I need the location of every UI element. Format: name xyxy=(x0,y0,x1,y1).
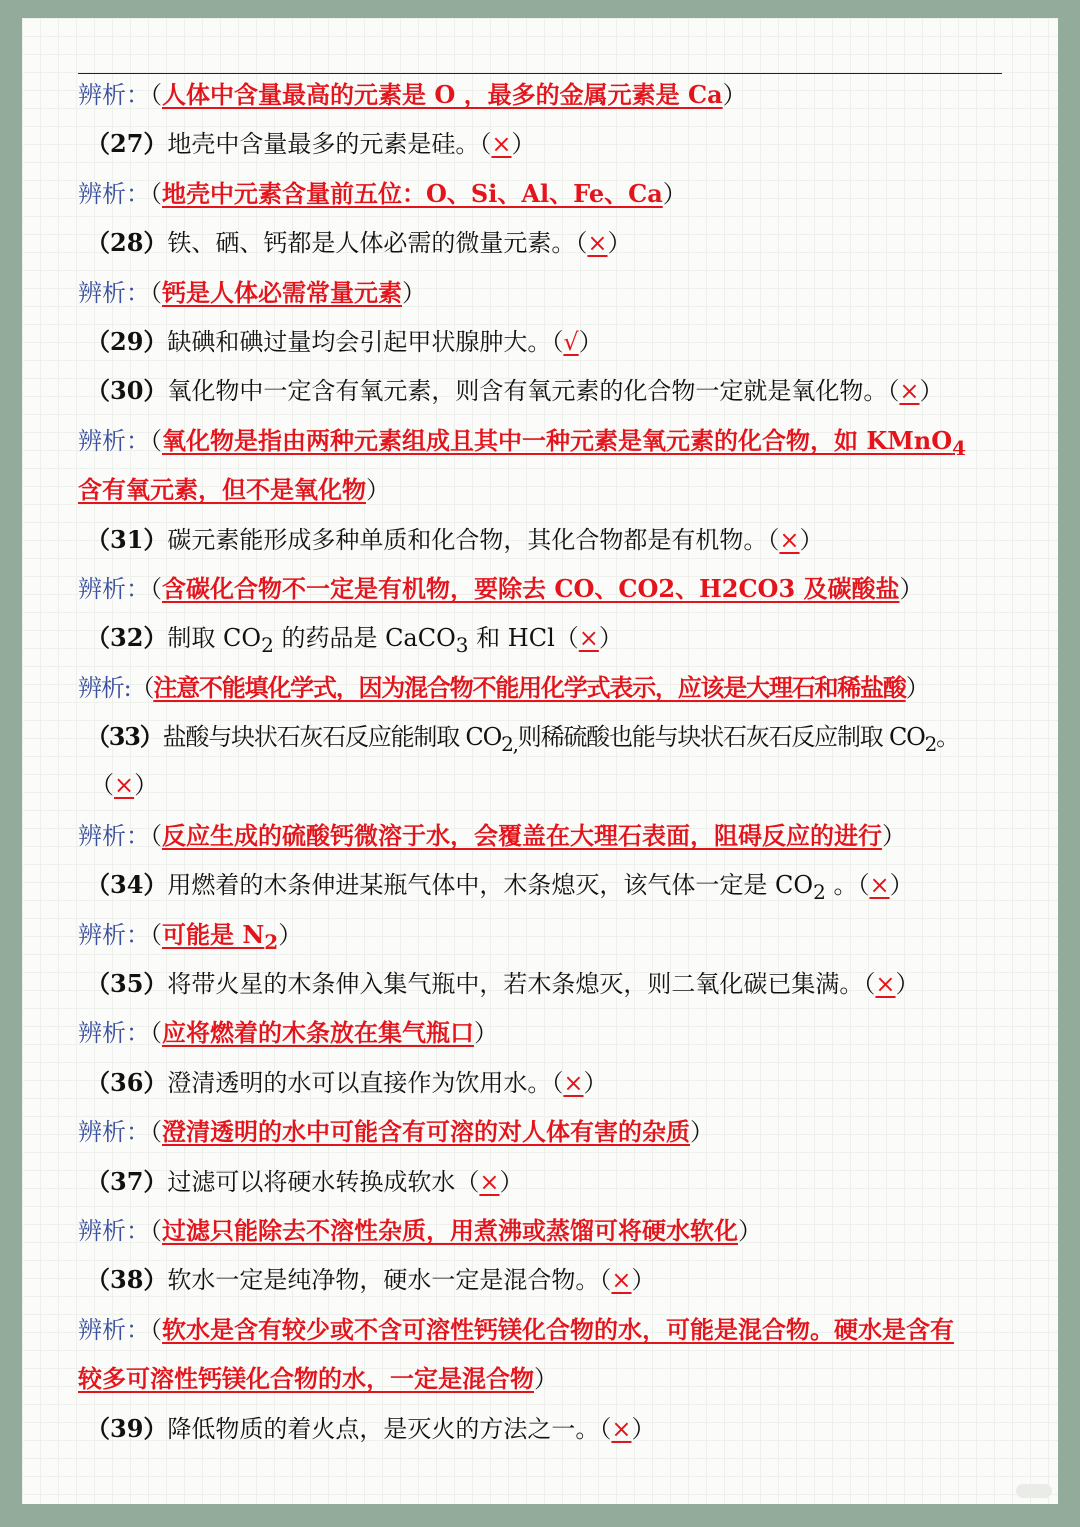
qa-list xyxy=(78,70,1008,1453)
question-number: （38） xyxy=(86,1265,168,1295)
question-number: （28） xyxy=(86,228,168,258)
question-line xyxy=(78,1255,1008,1304)
analysis-label: 辨析: xyxy=(78,673,131,702)
question-number: （31） xyxy=(86,524,168,554)
analysis-line xyxy=(78,564,1008,613)
question-text: 氧化物中一定含有氧元素，则含有氧元素的化合物一定就是氧化物。（ xyxy=(167,377,900,406)
close-paren: ） xyxy=(402,278,426,307)
close-paren: ） xyxy=(366,476,390,505)
analysis-text-run: 软水是含有较少或不含可溶性钙镁化合物的水，可能是混合物。硬水是含有 xyxy=(162,1314,954,1344)
answer-mark: × xyxy=(114,771,135,800)
analysis-line-cont xyxy=(78,1354,1008,1403)
question-number: （39） xyxy=(86,1413,168,1443)
question-text: 降低物质的着火点，是灭火的方法之一。（ xyxy=(167,1414,612,1443)
subscript: 2 xyxy=(264,929,279,954)
subscript: 4 xyxy=(952,435,967,460)
question-line xyxy=(78,366,1008,415)
analysis-text: 较多可溶性钙镁化合物的水，一定是混合物 xyxy=(78,1364,534,1394)
close-paren: ） xyxy=(799,525,824,554)
analysis-text-run: 应将燃着的木条放在集气瓶口 xyxy=(162,1018,474,1048)
open-paren: （ xyxy=(150,1315,162,1344)
analysis-text-run: 澄清透明的水中可能含有可溶的对人体有害的杂质 xyxy=(162,1117,690,1147)
open-paren: （ xyxy=(150,821,162,850)
open-paren: （ xyxy=(150,920,162,949)
analysis-text: 含有氧元素，但不是氧化物 xyxy=(78,475,366,505)
question-text: 用燃着的木条伸进某瓶气体中，木条熄灭，该气体一定是 CO xyxy=(167,871,814,900)
question-number: （34） xyxy=(86,870,168,900)
answer-mark: × xyxy=(611,1266,632,1295)
analysis-line-cont xyxy=(78,465,1008,514)
open-paren: （ xyxy=(90,771,114,800)
analysis-label: 辨析： xyxy=(78,920,150,949)
analysis-label: 辨析： xyxy=(78,821,150,850)
answer-mark: × xyxy=(587,229,608,258)
analysis-line xyxy=(78,416,1008,465)
question-line xyxy=(78,1404,1008,1453)
analysis-text-run: 反应生成的硫酸钙微溶于水，会覆盖在大理石表面，阻碍反应的进行 xyxy=(162,820,882,850)
close-paren: ） xyxy=(534,1365,558,1394)
open-paren: （ xyxy=(150,1118,162,1147)
question-line xyxy=(78,1058,1008,1107)
close-paren: ） xyxy=(578,327,603,356)
close-paren: ） xyxy=(583,1068,608,1097)
analysis-line xyxy=(78,663,1008,712)
question-line xyxy=(78,613,1008,662)
close-paren: ） xyxy=(899,574,924,603)
question-number: （32） xyxy=(86,623,168,653)
question-text: 制取 CO xyxy=(167,624,262,653)
analysis-text-run: 氧化物是指由两种元素组成且其中一种元素是氧元素的化合物，如 KMnO xyxy=(162,425,953,455)
question-number: （35） xyxy=(86,969,168,999)
question-number: （30） xyxy=(86,376,168,406)
close-paren: ） xyxy=(607,229,632,258)
question-line xyxy=(78,712,1008,761)
close-paren: ） xyxy=(919,377,944,406)
question-text: 。 xyxy=(936,723,959,752)
answer-mark: × xyxy=(899,377,920,406)
question-text: 和 HCl（ xyxy=(468,624,579,653)
analysis-text xyxy=(162,919,279,954)
question-text: 盐酸与块状石灰石反应能制取 CO xyxy=(162,723,502,752)
question-text: 澄清透明的水可以直接作为饮用水。（ xyxy=(167,1068,564,1097)
analysis-text xyxy=(162,1117,690,1146)
open-paren: （ xyxy=(150,81,162,109)
close-paren: ） xyxy=(895,970,920,999)
question-line xyxy=(78,959,1008,1008)
analysis-line xyxy=(78,1305,1008,1354)
analysis-text xyxy=(162,574,900,603)
question-number: （33） xyxy=(86,722,163,752)
analysis-text-run: 人体中含量最高的元素是 O ，最多的金属元素是 Ca xyxy=(162,80,723,109)
answer-mark: × xyxy=(491,130,512,159)
answer-mark: × xyxy=(869,871,890,900)
analysis-text-run: 地壳中元素含量前五位：O、Si、Al、Fe、Ca xyxy=(162,178,663,208)
open-paren: （ xyxy=(150,1216,162,1245)
analysis-text xyxy=(162,80,723,109)
analysis-text xyxy=(162,425,967,460)
subscript: 2 xyxy=(813,880,826,905)
analysis-text xyxy=(162,821,882,850)
subscript: 2 xyxy=(924,731,937,756)
subscript: 2, xyxy=(501,731,518,756)
analysis-label: 辨析： xyxy=(78,1216,150,1245)
analysis-text-run: 含碳化合物不一定是有机物，要除去 CO、CO2、H2CO3 及碳酸盐 xyxy=(162,573,900,603)
answer-mark: √ xyxy=(563,327,579,356)
answer-mark: × xyxy=(611,1414,632,1443)
question-text: 缺碘和碘过量均会引起甲状腺肿大。（ xyxy=(167,327,564,356)
analysis-text xyxy=(162,179,663,208)
analysis-line xyxy=(78,169,1008,218)
close-paren: ） xyxy=(722,81,747,109)
open-paren: （ xyxy=(150,426,162,455)
question-line-cont xyxy=(78,761,1008,810)
question-line xyxy=(78,218,1008,267)
close-paren: ） xyxy=(905,673,929,702)
open-paren: （ xyxy=(150,278,162,307)
question-text: 则稀硫酸也能与块状石灰石反应制取 CO xyxy=(517,723,925,752)
question-text: 碳元素能形成多种单质和化合物，其化合物都是有机物。（ xyxy=(167,525,780,554)
analysis-line xyxy=(78,1008,1008,1057)
close-paren: ） xyxy=(499,1167,524,1196)
answer-mark: × xyxy=(875,970,896,999)
analysis-label: 辨析： xyxy=(78,426,150,455)
close-paren: ） xyxy=(631,1266,656,1295)
question-line xyxy=(78,860,1008,909)
question-line xyxy=(78,119,1008,168)
question-number: （29） xyxy=(86,326,168,356)
question-text: 地壳中含量最多的元素是硅。（ xyxy=(167,130,492,159)
question-text: 的药品是 CaCO xyxy=(273,624,456,653)
analysis-label: 辨析： xyxy=(78,81,150,109)
open-paren: （ xyxy=(150,574,162,603)
question-text: 铁、硒、钙都是人体必需的微量元素。（ xyxy=(167,229,588,258)
close-paren: ） xyxy=(889,871,914,900)
document-page xyxy=(22,18,1058,1504)
close-paren: ） xyxy=(738,1216,762,1245)
question-line xyxy=(78,515,1008,564)
analysis-line xyxy=(78,1206,1008,1255)
subscript: 3 xyxy=(455,633,469,658)
question-text: 。（ xyxy=(825,871,870,900)
subscript: 2 xyxy=(261,633,274,658)
close-paren: ） xyxy=(598,624,623,653)
question-line xyxy=(78,1157,1008,1206)
question-text: 将带火星的木条伸入集气瓶中，若木条熄灭，则二氧化碳已集满。（ xyxy=(167,970,876,999)
close-paren: ） xyxy=(631,1414,656,1443)
answer-mark: × xyxy=(563,1068,584,1097)
question-number: （36） xyxy=(86,1067,168,1097)
close-paren: ） xyxy=(278,920,303,949)
answer-mark: × xyxy=(479,1167,500,1196)
analysis-label: 辨析： xyxy=(78,278,150,307)
analysis-label: 辨析： xyxy=(78,1019,150,1048)
analysis-line xyxy=(78,70,1008,119)
analysis-text xyxy=(162,1216,738,1245)
analysis-text-run: 可能是 N xyxy=(162,919,265,949)
question-text: 软水一定是纯净物，硬水一定是混合物。（ xyxy=(167,1266,612,1295)
analysis-label: 辨析： xyxy=(78,1118,150,1147)
analysis-line xyxy=(78,910,1008,959)
close-paren: ） xyxy=(662,179,687,208)
analysis-text xyxy=(162,1315,954,1344)
analysis-line xyxy=(78,811,1008,860)
close-paren: ） xyxy=(511,130,536,159)
question-number: （27） xyxy=(86,129,168,159)
watermark xyxy=(1016,1484,1052,1498)
analysis-text-run: 注意不能填化学式，因为混合物不能用化学式表示，应该是大理石和稀盐酸 xyxy=(153,672,906,702)
analysis-label: 辨析： xyxy=(78,574,150,603)
analysis-label: 辨析： xyxy=(78,1315,150,1344)
analysis-line xyxy=(78,1107,1008,1156)
open-paren: （ xyxy=(150,1019,162,1048)
analysis-text xyxy=(162,278,402,307)
analysis-line xyxy=(78,268,1008,317)
close-paren: ） xyxy=(134,771,159,800)
analysis-text-run: 过滤只能除去不溶性杂质，用煮沸或蒸馏可将硬水软化 xyxy=(162,1215,738,1245)
open-paren: （ xyxy=(130,673,154,702)
analysis-text xyxy=(162,1018,474,1047)
question-number: （37） xyxy=(86,1166,168,1196)
open-paren: （ xyxy=(150,179,162,208)
close-paren: ） xyxy=(474,1019,498,1048)
close-paren: ） xyxy=(882,821,906,850)
close-paren: ） xyxy=(690,1118,714,1147)
question-text: 过滤可以将硬水转换成软水（ xyxy=(167,1167,480,1196)
analysis-text-run: 钙是人体必需常量元素 xyxy=(162,277,402,307)
answer-mark: × xyxy=(578,624,599,653)
answer-mark: × xyxy=(779,525,800,554)
analysis-label: 辨析： xyxy=(78,179,150,208)
question-line xyxy=(78,317,1008,366)
analysis-text xyxy=(153,673,905,702)
